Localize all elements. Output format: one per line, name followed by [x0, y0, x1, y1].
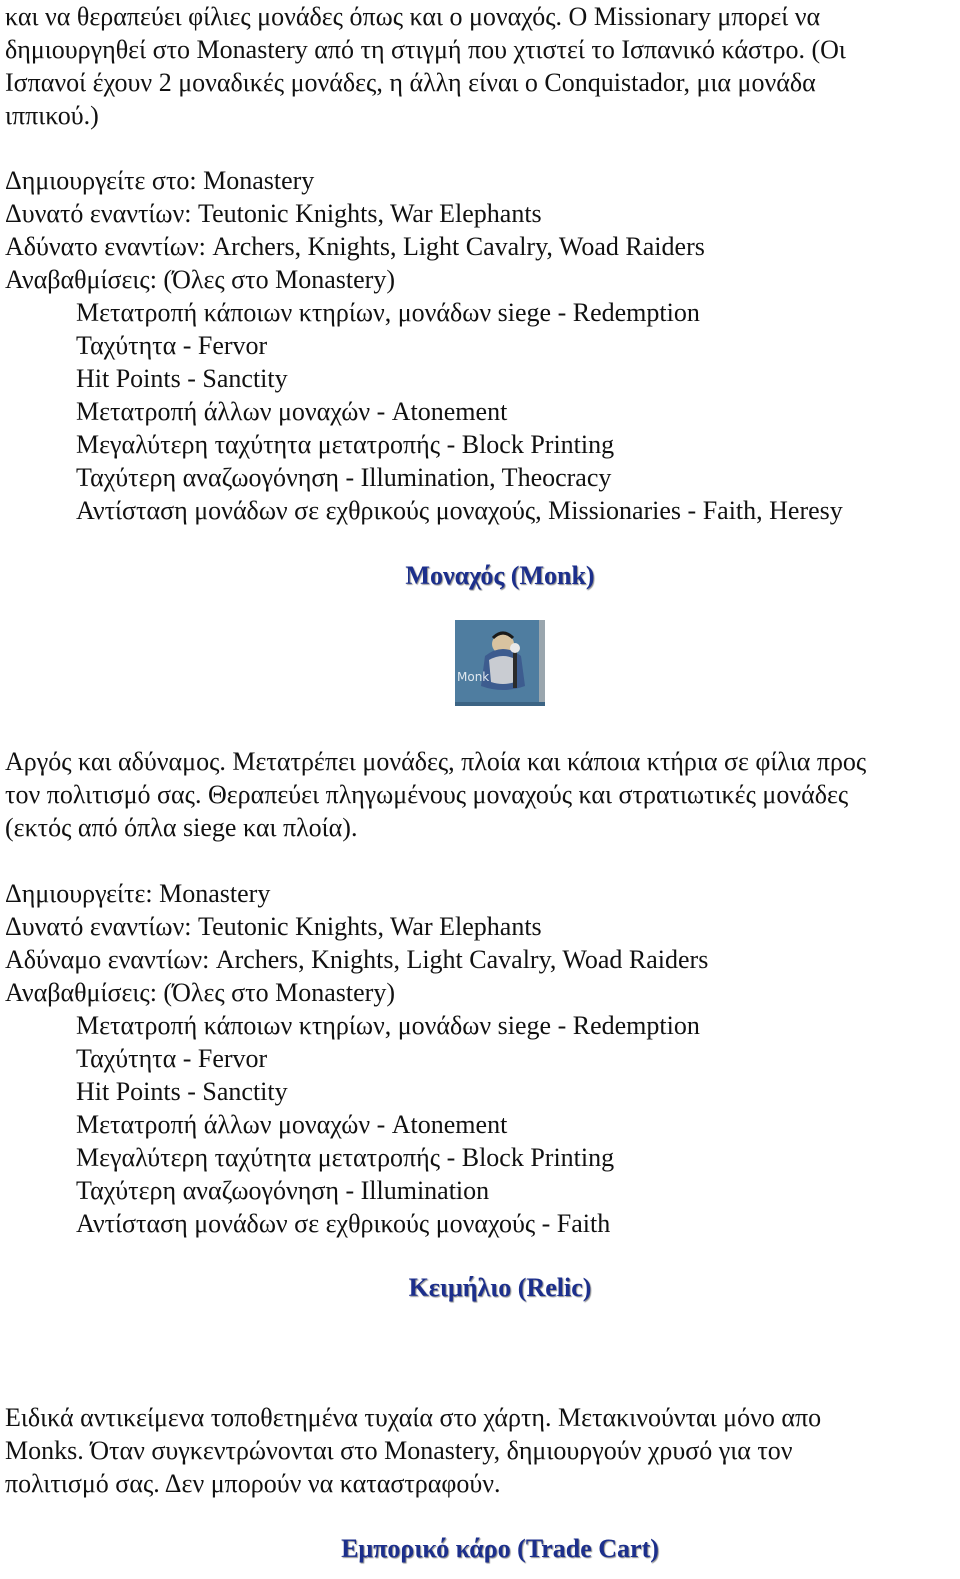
text-line: (εκτός από όπλα siege και πλοία).	[5, 813, 358, 842]
upgrade-item: Hit Points - Sanctity	[76, 1077, 288, 1106]
text-line: τον πολιτισμό σας. Θεραπεύει πληγωμένους μοναχούς και στρατιωτικές μονάδες	[5, 780, 849, 809]
monk-image-caption: Monk	[457, 670, 490, 684]
monk-unit-image	[455, 620, 545, 706]
text-line: και να θεραπεύει φίλιες μονάδες όπως και ο μοναχός. Ο Missionary μπορεί να	[5, 2, 821, 31]
upgrades-label: Αναβαθμίσεις: (Όλες στο Monastery)	[5, 978, 395, 1007]
upgrade-item: Μετατροπή άλλων μοναχών - Atonement	[76, 1110, 508, 1139]
strong-vs: Δυνατό εναντίων: Teutonic Knights, War Elephants	[5, 912, 542, 941]
relic-heading: Κειμήλιο (Relic)	[408, 1273, 592, 1302]
text-line: δημιουργηθεί στο Monastery από τη στιγμή που χτιστεί το Ισπανικό κάστρο. (Οι	[5, 35, 846, 64]
text-line: Ειδικά αντικείμενα τοποθετημένα τυχαία στο χάρτη. Μετακινούνται μόνο απο	[5, 1403, 822, 1432]
upgrade-item: Αντίσταση μονάδων σε εχθρικούς μοναχούς - Faith	[76, 1209, 611, 1238]
upgrade-item: Ταχύτητα - Fervor	[76, 331, 268, 360]
strong-vs: Δυνατό εναντίων: Teutonic Knights, War Elephants	[5, 199, 542, 228]
upgrades-label: Αναβαθμίσεις: (Όλες στο Monastery)	[5, 265, 395, 294]
upgrade-item: Αντίσταση μονάδων σε εχθρικούς μοναχούς, Missionaries - Faith, Heresy	[76, 496, 843, 525]
weak-vs: Αδύναμο εναντίων: Archers, Knights, Light Cavalry, Woad Raiders	[5, 945, 709, 974]
text-line: Monks. Όταν συγκεντρώνονται στο Monastery, δημιουργούν χρυσό για τον	[5, 1436, 793, 1465]
weak-vs: Αδύνατο εναντίων: Archers, Knights, Light Cavalry, Woad Raiders	[5, 232, 705, 261]
text-line: πολιτισμό σας. Δεν μπορούν να καταστραφούν.	[5, 1469, 501, 1498]
upgrade-item: Μεγαλύτερη ταχύτητα μετατροπής - Block Printing	[76, 1143, 615, 1172]
created-at: Δημιουργείτε: Monastery	[5, 879, 271, 908]
upgrade-item: Ταχύτερη αναζωογόνηση - Illumination	[76, 1176, 490, 1205]
upgrade-item: Μετατροπή κάποιων κτηρίων, μονάδων siege - Redemption	[76, 298, 700, 327]
created-at: Δημιουργείτε στο: Monastery	[5, 166, 315, 195]
upgrade-item: Ταχύτητα - Fervor	[76, 1044, 268, 1073]
text-line: ιππικού.)	[5, 101, 99, 130]
upgrade-item: Μετατροπή άλλων μοναχών - Atonement	[76, 397, 508, 426]
upgrade-item: Ταχύτερη αναζωογόνηση - Illumination, Theocracy	[76, 463, 612, 492]
monk-figure-icon	[455, 620, 545, 706]
text-line: Αργός και αδύναμος. Μετατρέπει μονάδες, πλοία και κάποια κτήρια σε φίλια προς	[5, 747, 867, 776]
trade-cart-heading: Εμπορικό κάρο (Trade Cart)	[341, 1534, 659, 1563]
text-line: Ισπανοί έχουν 2 μοναδικές μονάδες, η άλλη είναι ο Conquistador, μια μονάδα	[5, 68, 816, 97]
monk-heading: Μοναχός (Monk)	[405, 561, 595, 590]
upgrade-item: Hit Points - Sanctity	[76, 364, 288, 393]
upgrade-item: Μετατροπή κάποιων κτηρίων, μονάδων siege - Redemption	[76, 1011, 700, 1040]
upgrade-item: Μεγαλύτερη ταχύτητα μετατροπής - Block Printing	[76, 430, 615, 459]
